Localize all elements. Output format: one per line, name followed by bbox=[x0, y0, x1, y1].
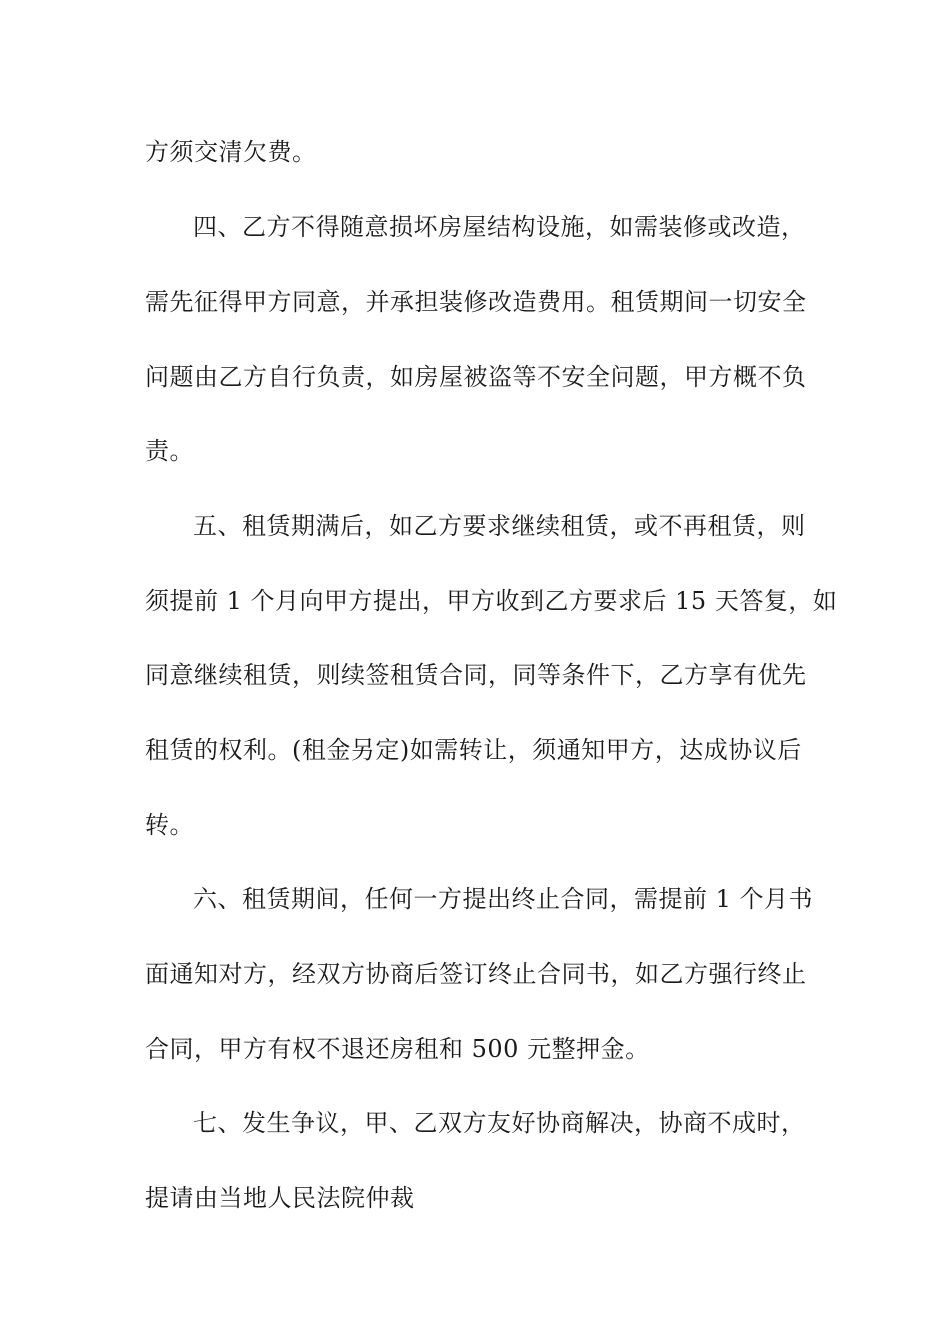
clause-4-line-3: 问题由乙方自行负责，如房屋被盗等不安全问题，甲方概不负 bbox=[145, 363, 807, 391]
clause-6-line-1: 六、租赁期间，任何一方提出终止合同，需提前 1 个月书 bbox=[193, 885, 814, 913]
clause-4-line-2: 需先征得甲方同意，并承担装修改造费用。租赁期间一切安全 bbox=[145, 288, 807, 316]
clause-5-line-3: 同意继续租赁，则续签租赁合同，同等条件下，乙方享有优先 bbox=[145, 661, 807, 689]
clause-5-line-2: 须提前 1 个月向甲方提出，甲方收到乙方要求后 15 天答复，如 bbox=[145, 587, 838, 615]
clause-6-line-2: 面通知对方，经双方协商后签订终止合同书，如乙方强行终止 bbox=[145, 960, 807, 988]
clause-4-line-1: 四、乙方不得随意损坏房屋结构设施，如需装修或改造， bbox=[193, 213, 806, 241]
clause-7-line-2: 提请由当地人民法院仲裁 bbox=[145, 1184, 415, 1212]
clause-7-line-1: 七、发生争议，甲、乙双方友好协商解决，协商不成时， bbox=[193, 1109, 806, 1137]
clause-4-line-4: 责。 bbox=[145, 437, 194, 465]
clause-5-line-1: 五、租赁期满后，如乙方要求继续租赁，或不再租赁，则 bbox=[193, 512, 806, 540]
clause-3-continuation: 方须交清欠费。 bbox=[145, 138, 317, 166]
clause-6-line-3: 合同，甲方有权不退还房租和 500 元整押金。 bbox=[145, 1035, 650, 1063]
clause-5-line-5: 转。 bbox=[145, 811, 194, 839]
clause-5-line-4: 租赁的权利。(租金另定)如需转让，须通知甲方，达成协议后 bbox=[145, 736, 802, 764]
